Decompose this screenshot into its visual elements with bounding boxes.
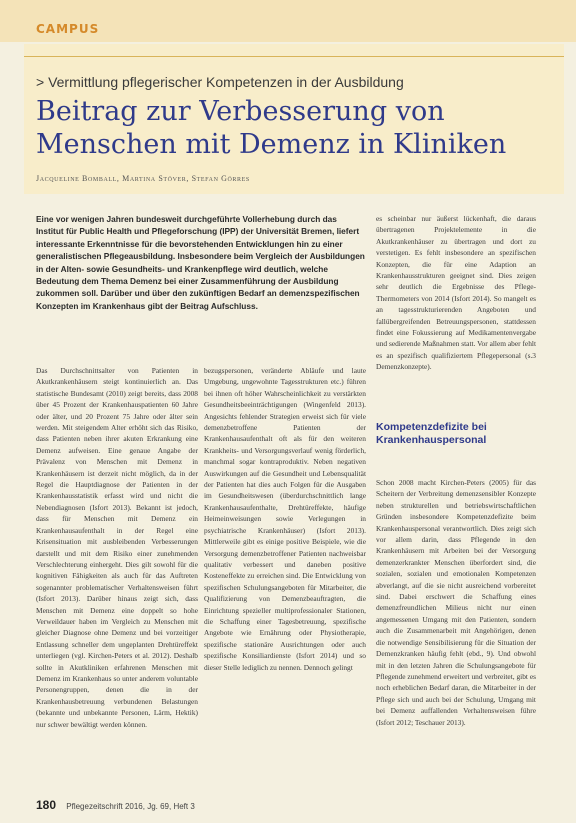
body-column-3-top: es scheinbar nur äußerst lückenhaft, die daraus übertragenen Projektelemente in die Akutkrankenhäuser zu übertragen und dort zu verstetigen. Es fehlt insbesondere an spezifischen Konzepten, die für eine Adaption an Krankenhausstrukturen geeignet sind. Dies zeigen sehr deutlich die Ergebnisse des Pflege-Thermometers von 2014 (Isfort 2014). So mangelt es an tagesstrukturierenden Angeboten und fallübergreifenden Betreuungspersonen, stattdessen findet eine Fokussierung auf Medikamentenvergabe und sedierende Maßnahmen statt. Vor allem aber fehlt es an spezifisch qualifiziertem Pflegepersonal (s.3 Demenzkonzepte). bbox=[376, 214, 536, 372]
header-rule bbox=[24, 56, 564, 57]
page-footer bbox=[36, 798, 195, 812]
section-subheading: Kompetenzdefizite bei Krankenhauspersonal bbox=[376, 421, 487, 446]
body-column-1: Das Durchschnittsalter von Patienten in Akutkrankenhäusern steigt kontinuierlich an. Das statistische Bundesamt (2010) zeigt bereits, dass 2008 über 45 Prozent der Krankenhauspatienten 60 Jahre oder älter, und 20 Prozent 75 Jahre oder älter sein werden. Mit steigendem Alter erhöht sich das Risiko, dass Patienten neben ihrer akuten Erkrankung eine Demenz aufweisen. Eine genaue Angabe der Prävalenz von Menschen mit Demenz in Krankenhäusern ist derzeit nicht möglich, da in der Regel die Hauptdiagnose der Patienten in der Krankenhausstatistik erfasst wird und nicht die Nebendiagnosen (Isfort 2013). Bekannt ist jedoch, dass für Menschen mit Demenz ein Krankenhausaufenthalt in der Regel eine Krisensituation mit ausbleibenden Verbesserungen darstellt und mit dem Risiko einer zunehmenden Verschlechterung einhergeht. Dies gilt sowohl für die kognitiven Fähigkeiten als auch für das Auftreten sogenannter problematischer Verhaltensweisen führt (Isfort 2013). Darüber hinaus zeigt sich, dass Menschen mit Demenz eine doppelt so hohe Verweildauer haben im Vergleich zu Menschen mit gleicher Diagnose ohne Demenz und bei vorzeitiger Entlassung schneller dem ungeplanten Drehtüreffekt unterliegen (vgl. Kirchen-Peters et al. 2012). Deshalb sollte in Akutkliniken erfahrenen Menschen mit Demenz im Krankenhaus so unter anderem voluntable Personengruppen, denen die in der Krankenhausbetreuung verbundenen Belastungen (bekannte und unbekannte Personen, Lärm, Hektik) nur schwer bewältigt werden können. bbox=[36, 366, 198, 729]
article-kicker: > Vermittlung pflegerischer Kompetenzen in der Ausbildung bbox=[36, 74, 404, 90]
article-title: Beitrag zur Verbesserung von Menschen mit Demenz in Kliniken bbox=[36, 96, 507, 160]
section-label: CAMPUS bbox=[36, 22, 100, 36]
article-authors: Jacqueline Bomball, Martina Stöver, Stefan Görres bbox=[36, 174, 250, 183]
body-column-3-bottom: Schon 2008 macht Kirchen-Peters (2005) für das Scheitern der Verbreitung demenzsensibler Konzepte neben strukturellen und betriebswirtschaftlichen Gründen insbesondere Kompetenzdefizite beim Krankenhauspersonal verantwortlich. Dies zeigt sich vor allem darin, dass Pflegende in den Krankenhäusern mit Arbeiten bei der Versorgung demenzerkrankter Menschen überfordert sind, die sozialen, sozialen und emotionalen Kompetenzen abverlangt, auf die sie nicht ausreichend vorbereitet sind. Dabei erschwert die Schaffung eines demenzfreundlichen Milieus nicht nur einen angemessenen Umgang mit den Patienten, sondern auch die Zusammenarbeit mit Angehörigen, denen die notwendige Sensibilisierung für die Situation der Demenzkranken häufig fehlt (ebd., 9). Und obwohl mit in den letzten Jahren die Schulungsangebote für Pflegende zunehmend erweitert und verbreitet, gibt es noch erheblichen Bedarf daran, die Mitarbeiter in der Pflege sich und auch bei der Schulung, Umgang mit bei Demenz auffallenden Verhaltensweisen führe (Isfort 2012; Teschauer 2013). bbox=[376, 478, 536, 727]
page-number: 180 bbox=[36, 798, 57, 812]
body-column-2: bezugspersonen, veränderte Abläufe und laute Umgebung, ungewohnte Tagesstrukturen etc.) führen bei ihnen oft höher Wahrscheinlichkeit zu verstärkten Gesundheitsbeeinträchtigungen (Wingenfeld 2013). Angesichts fehlender Strategien erweist sich für viele demenzbetroffene Patienten der Krankenhausaufenthalt oft als für den weiteren Krankheits- und Versorgungsverlauf wenig förderlich, manchmal sogar kontraproduktiv. Neben negativen Auswirkungen auf die Gesundheit und Lebensqualität der Patienten hat dies auch Folgen für die Ausgaben im Gesundheitswesen (überdurchschnittlich lange Krankenhausaufenthalte, Drehtüreffekte, häufige Heimeinweisungen sowie Verlegungen in psychiatrische Krankenhäuser) (Isfort 2013). Mittlerweile gibt es einige positive Beispiele, wie die Versorgung demenzbetroffener Patienten nachweisbar qualitativ verbessert und daneben positive Kosteneffekte zu erreichen sind. Die Entwicklung von spezifischen Schulungsangeboten für Mitarbeiter, die Qualifizierung von Demenzbeauftragten, die Einrichtung spezieller multiprofessionaler Stationen, die Schaffung einer Tagesbetreuung, spezifische Angebote wie Ernährung oder Physiotherapie, spezifische stationäre Ausrichtungen oder auch spezifische Konsiliardienste (Isfort 2014) und so dieser Stelle lediglich zu nennen. Dennoch gelingt bbox=[204, 366, 366, 672]
journal-citation: Pflegezeitschrift 2016, Jg. 69, Heft 3 bbox=[66, 802, 195, 811]
article-lead: Eine vor wenigen Jahren bundesweit durchgeführte Vollerhebung durch das Institut für Public Health und Pflegeforschung (IPP) der Universität Bremen, liefert interessante Erkenntnisse für die bevorstehenden Entwicklungen hin zu einer generalistischen Pflegeausbildung. Insbesondere beim Vergleich der Ausbildungen in der Alten- sowie Gesundheits- und Krankenpflege wird deutlich, welche Bedeutung dem Thema Demenz bei einer Zusammenführung der Ausbildung zukommen soll. Darüber und über den zukünftigen Bedarf an demenzspezifischen Konzepten im Krankenhaus gibt der Beitrag Aufschluss. bbox=[36, 214, 365, 311]
